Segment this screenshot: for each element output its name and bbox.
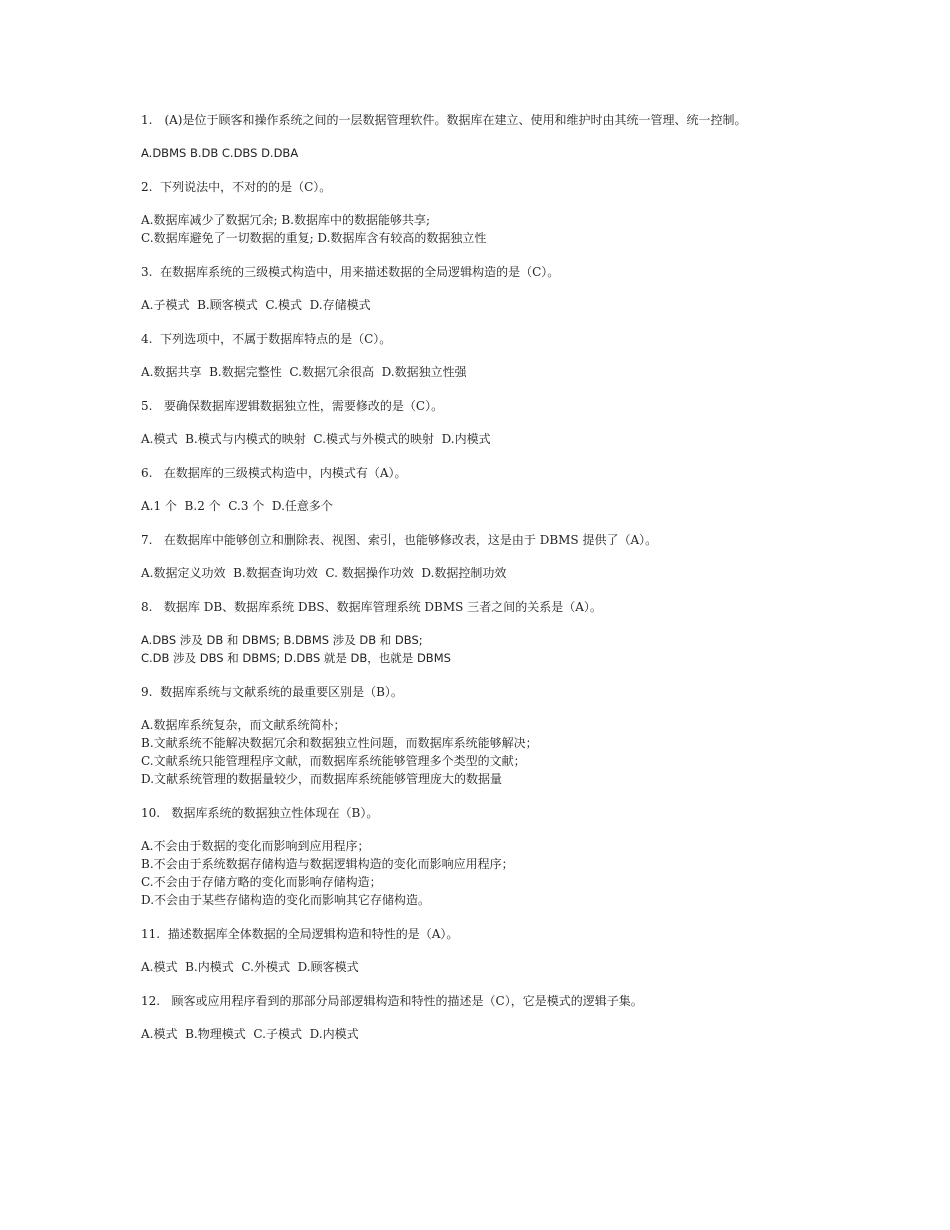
option-line: D.文献系统管理的数据量较少，而数据库系统能够管理庞大的数据量 xyxy=(141,772,503,786)
answer-options xyxy=(141,564,821,582)
question-block xyxy=(141,331,821,381)
option-line: C.不会由于存储方略的变化而影响存储构造； xyxy=(141,875,382,889)
question-text: 4. 下列选项中，不属于数据库特点的是（C）。 xyxy=(141,332,392,346)
option-line: B.文献系统不能解决数据冗余和数据独立性问题，而数据库系统能够解决； xyxy=(141,736,538,750)
question-block xyxy=(141,599,821,667)
question-text: 10. 数据库系统的数据独立性体现在（B）。 xyxy=(141,806,379,820)
answer-options xyxy=(141,430,821,448)
answer-options xyxy=(141,716,821,788)
question-block xyxy=(141,684,821,788)
question-block xyxy=(141,112,821,162)
answer-options xyxy=(141,296,821,314)
option-line: A.模式 B.模式与内模式的映射 C.模式与外模式的映射 D.内模式 xyxy=(141,432,491,446)
option-line: C.数据库避免了一切数据的重复; D.数据库含有较高的数据独立性 xyxy=(141,231,487,245)
question-text: 8. 数据库 DB、数据库系统 DBS、数据库管理系统 DBMS 三者之间的关系是（A）。 xyxy=(141,600,602,614)
answer-options xyxy=(141,144,821,162)
option-line: D.不会由于某些存储构造的变化而影响其它存储构造。 xyxy=(141,893,431,907)
question-block xyxy=(141,398,821,448)
question-text: 2. 下列说法中，不对的的是（C）。 xyxy=(141,180,332,194)
question-block xyxy=(141,805,821,909)
question-block xyxy=(141,179,821,247)
answer-options xyxy=(141,363,821,381)
question-text: 9. 数据库系统与文献系统的最重要区别是（B）。 xyxy=(141,685,403,699)
question-block xyxy=(141,926,821,976)
answer-options xyxy=(141,497,821,515)
option-line: A.子模式 B.顾客模式 C.模式 D.存储模式 xyxy=(141,298,371,312)
option-line: B.不会由于系统数据存储构造与数据逻辑构造的变化而影响应用程序； xyxy=(141,857,514,871)
question-text: 11. 描述数据库全体数据的全局逻辑构造和特性的是（A）。 xyxy=(141,927,459,941)
question-block xyxy=(141,993,821,1043)
option-line: A.模式 B.内模式 C.外模式 D.顾客模式 xyxy=(141,960,359,974)
option-line: A.数据库系统复杂，而文献系统简朴； xyxy=(141,718,346,732)
answer-options xyxy=(141,837,821,909)
question-block xyxy=(141,532,821,582)
option-line: A.数据共享 B.数据完整性 C.数据冗余很高 D.数据独立性强 xyxy=(141,365,467,379)
answer-options xyxy=(141,1025,821,1043)
option-line: A.模式 B.物理模式 C.子模式 D.内模式 xyxy=(141,1027,359,1041)
answer-options xyxy=(141,958,821,976)
question-text: 3. 在数据库系统的三级模式构造中，用来描述数据的全局逻辑构造的是（C）。 xyxy=(141,265,560,279)
answer-options xyxy=(141,211,821,247)
document-page xyxy=(141,112,821,1060)
option-line: A.数据库减少了数据冗余; B.数据库中的数据能够共享; xyxy=(141,213,431,227)
option-line: A.数据定义功效 B.数据查询功效 C. 数据操作功效 D.数据控制功效 xyxy=(141,566,507,580)
question-text: 1. (A)是位于顾客和操作系统之间的一层数据管理软件。数据库在建立、使用和维护时由其统一管理、统一控制。 xyxy=(141,113,747,127)
question-text: 12. 顾客或应用程序看到的那部分局部逻辑构造和特性的描述是（C），它是模式的逻辑子集。 xyxy=(141,994,643,1008)
question-text: 6. 在数据库的三级模式构造中，内模式有（A）。 xyxy=(141,466,407,480)
question-text: 7. 在数据库中能够创立和删除表、视图、索引，也能够修改表，这是由于 DBMS 提供了（A）。 xyxy=(141,533,658,547)
option-line: A.1 个 B.2 个 C.3 个 D.任意多个 xyxy=(141,499,333,513)
question-text: 5. 要确保数据库逻辑数据独立性，需要修改的是（C）。 xyxy=(141,399,444,413)
option-line: A.DBS 涉及 DB 和 DBMS; B.DBMS 涉及 DB 和 DBS; xyxy=(141,633,423,647)
option-line: C.文献系统只能管理程序文献，而数据库系统能够管理多个类型的文献； xyxy=(141,754,526,768)
question-block xyxy=(141,465,821,515)
answer-options xyxy=(141,631,821,667)
option-line: A.DBMS B.DB C.DBS D.DBA xyxy=(141,146,299,160)
option-line: A.不会由于数据的变化而影响到应用程序； xyxy=(141,839,370,853)
option-line: C.DB 涉及 DBS 和 DBMS; D.DBS 就是 DB，也就是 DBMS xyxy=(141,651,451,665)
question-block xyxy=(141,264,821,314)
